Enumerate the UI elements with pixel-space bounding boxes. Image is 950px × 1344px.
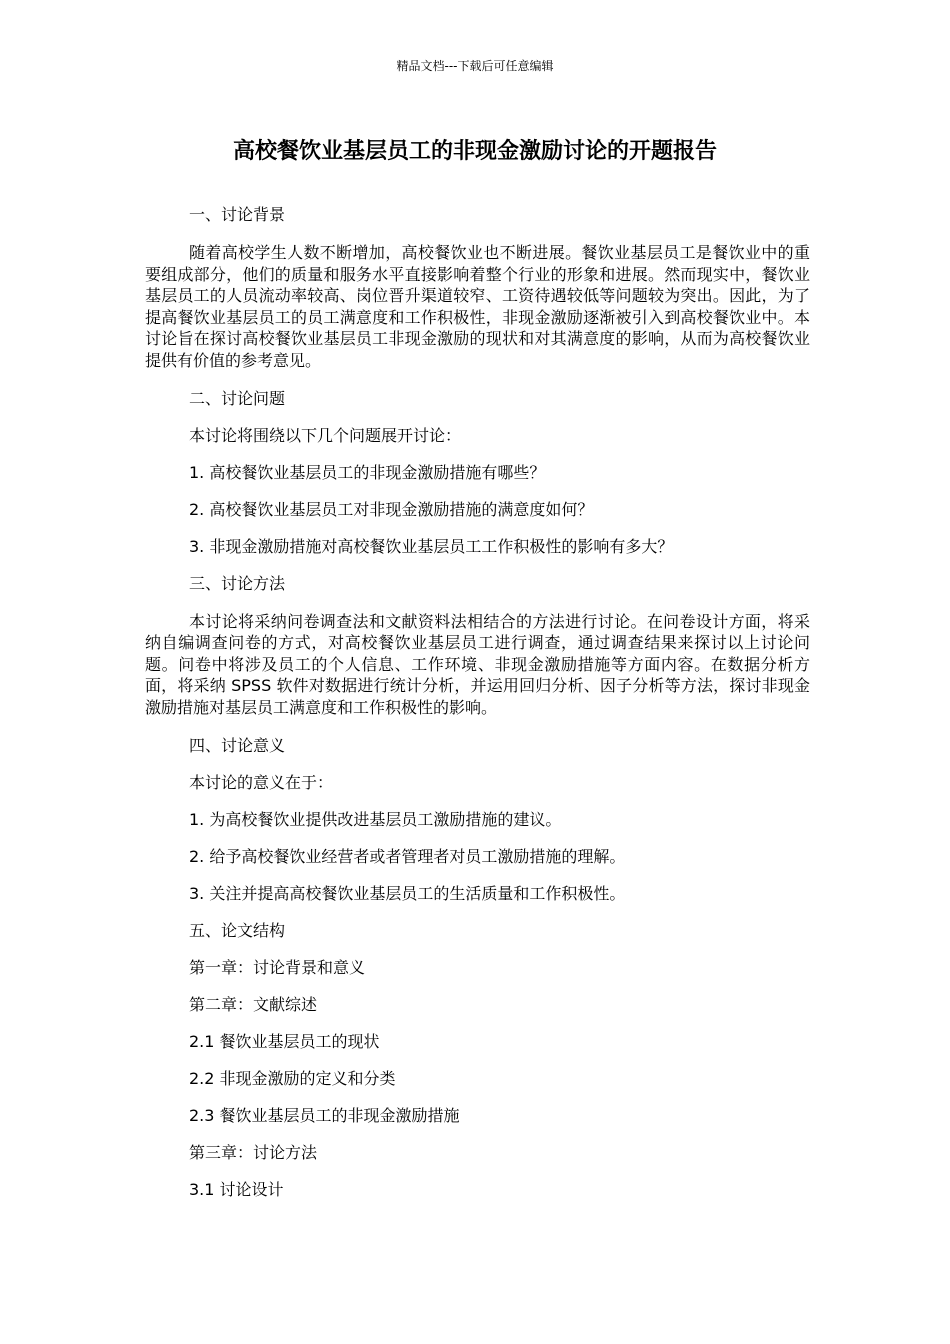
- structure-item: 第三章：讨论方法: [189, 1142, 318, 1162]
- significance-item: 2. 给予高校餐饮业经营者或者管理者对员工激励措施的理解。: [189, 846, 626, 866]
- background-paragraph: 随着高校学生人数不断增加，高校餐饮业也不断进展。餐饮业基层员工是餐饮业中的重要组成部分，他们的质量和服务水平直接影响着整个行业的形象和进展。然而现实中，餐饮业基层员工的人员流动率较高、岗位晋升渠道较窄、工资待遇较低等问题较为突出。因此，为了提高餐饮业基层员工的员工满意度和工作积极性，非现金激励逐渐被引入到高校餐饮业中。本讨论旨在探讨高校餐饮业基层员工非现金激励的现状和对其满意度的影响，从而为高校餐饮业提供有价值的参考意见。: [145, 243, 810, 370]
- structure-item: 3.1 讨论设计: [189, 1179, 284, 1199]
- question-item: 3. 非现金激励措施对高校餐饮业基层员工工作积极性的影响有多大？: [189, 536, 674, 556]
- section-heading-methods: 三、讨论方法: [189, 573, 286, 593]
- questions-intro: 本讨论将围绕以下几个问题展开讨论：: [189, 425, 462, 445]
- structure-item: 2.1 餐饮业基层员工的现状: [189, 1031, 380, 1051]
- significance-item: 3. 关注并提高高校餐饮业基层员工的生活质量和工作积极性。: [189, 883, 626, 903]
- structure-item: 2.2 非现金激励的定义和分类: [189, 1068, 396, 1088]
- section-heading-questions: 二、讨论问题: [189, 388, 286, 408]
- structure-item: 第二章：文献综述: [189, 994, 318, 1014]
- document-body: [145, 205, 810, 1217]
- question-item: 2. 高校餐饮业基层员工对非现金激励措施的满意度如何？: [189, 499, 594, 519]
- document-title: 高校餐饮业基层员工的非现金激励讨论的开题报告: [232, 139, 717, 164]
- section-heading-background: 一、讨论背景: [189, 205, 286, 224]
- methods-paragraph: 本讨论将采纳问卷调查法和文献资料法相结合的方法进行讨论。在问卷设计方面，将采纳自编调查问卷的方式，对高校餐饮业基层员工进行调查，通过调查结果来探讨以上讨论问题。问卷中将涉及员工的个人信息、工作环境、非现金激励措施等方面内容。在数据分析方面，将采纳 SPSS 软件对数据进行统计分析，并运用回归分析、因子分析等方法，探讨非现金激励措施对基层员工满意度和工作积极性的影响。: [145, 611, 810, 717]
- section-heading-structure: 五、论文结构: [189, 920, 286, 940]
- section-heading-significance: 四、讨论意义: [189, 735, 286, 755]
- significance-item: 1. 为高校餐饮业提供改进基层员工激励措施的建议。: [189, 809, 562, 829]
- page-header-note: 精品文档---下载后可任意编辑: [396, 59, 554, 73]
- question-item: 1. 高校餐饮业基层员工的非现金激励措施有哪些？: [189, 462, 546, 482]
- structure-item: 2.3 餐饮业基层员工的非现金激励措施: [189, 1105, 460, 1125]
- structure-item: 第一章：讨论背景和意义: [189, 957, 366, 977]
- significance-intro: 本讨论的意义在于：: [189, 772, 334, 792]
